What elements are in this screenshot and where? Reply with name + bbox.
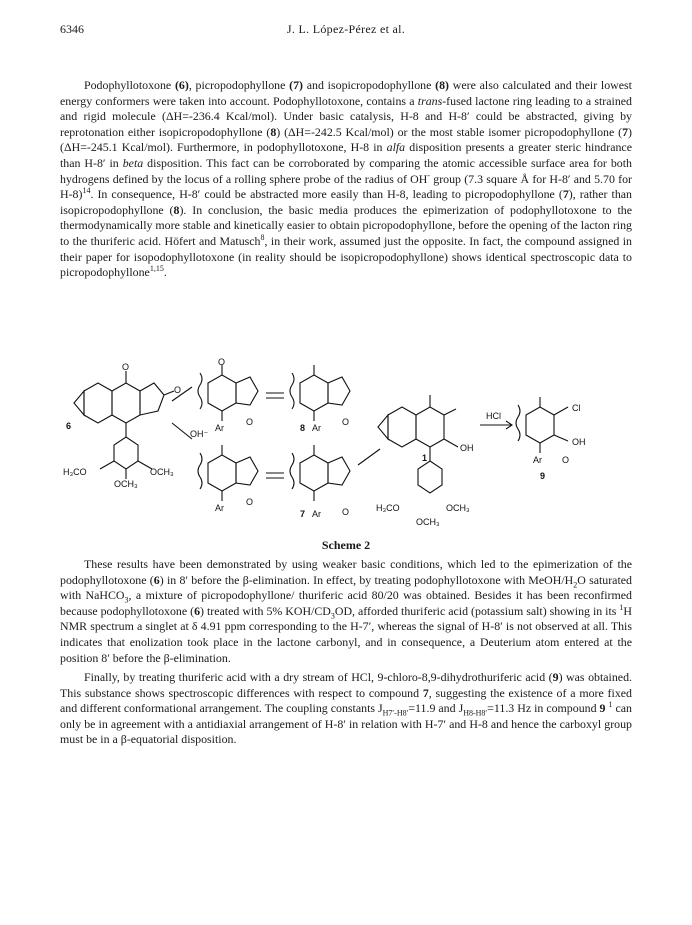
hcl-label: HCl: [486, 411, 501, 421]
enolate-bottom-structure: [198, 445, 258, 513]
text-segment: 7: [622, 124, 629, 139]
text-segment: H NMR spectrum a singlet at δ 4.91 ppm corresponding to the H-7′, whereas the signal of H-8′ is not observed at all. This indicates that enolization took place in the lactone carbonyl, and in consequence, a Deuterium atom entered at the position 8′ before the β-elimination.: [60, 603, 632, 665]
scheme-2-figure: [60, 357, 632, 535]
text-segment: ). In conclusion, the basic media produces the epimerization of podophyllotoxone to the thermodynamically more stable and kinetically easier to obtain picropodophyllone, before the opening of the lacton ring to the thuriferic acid. Höfert and Matusch: [60, 202, 632, 248]
text-segment: 8: [260, 232, 265, 242]
compound-6-structure: [63, 362, 181, 489]
text-segment: 1: [608, 700, 613, 710]
c9-o: O: [562, 455, 570, 465]
c6-ketone-o: O: [122, 362, 130, 372]
text-segment: ) in 8′ before the β-elimination. In effect, by treating podophyllotoxone with MeOH/H: [159, 572, 574, 587]
enolate-bottom-o: O: [246, 497, 254, 507]
text-segment: alfa: [386, 140, 406, 155]
running-head-authors: J. L. López-Pérez et al.: [286, 22, 406, 36]
c9-ar: Ar: [533, 455, 542, 465]
text-segment: H7′-H8′: [382, 708, 409, 718]
c6-och3-right: OCH₃: [150, 467, 174, 477]
paragraph-2: [60, 557, 632, 666]
text-segment: , picropodophyllone: [188, 78, 290, 92]
page-number: 6346: [60, 22, 84, 36]
compound-1-structure: [376, 395, 474, 527]
text-segment: beta: [122, 155, 144, 170]
text-segment: disposition. This fact can be corroborated by comparing the atomic accessible surface area for both hydrogens defined by the locus of a rolling sphere probe of the radius of OH: [60, 155, 632, 186]
text-segment: O saturated with NaHCO: [60, 572, 632, 603]
c7-ar: Ar: [312, 509, 321, 519]
text-segment: H8-H8′: [463, 708, 488, 718]
text-segment: Podophyllotoxone: [84, 78, 175, 92]
text-segment: 1: [619, 602, 624, 612]
text-segment: 7: [422, 685, 429, 700]
text-segment: 3: [330, 611, 335, 621]
c9-oh: OH: [572, 437, 586, 447]
compound-6-label: 6: [66, 421, 72, 431]
text-segment: 6: [194, 603, 201, 618]
text-segment: ), rather than isopicropodophyllone (: [60, 187, 632, 217]
c6-h3co: H₃CO: [63, 467, 87, 477]
c1-oh: OH: [460, 443, 474, 453]
text-segment: 14: [82, 186, 91, 196]
text-segment: =11.9 and J: [408, 701, 464, 716]
text-segment: 8: [173, 202, 180, 217]
c9-cl: Cl: [572, 403, 581, 413]
text-segment: ) (ΔH=-242.5 Kcal/mol) or the most stable isomer picropodophyllone (: [276, 124, 623, 139]
text-segment: 1,15: [149, 264, 164, 274]
text-segment: 8: [270, 124, 277, 139]
text-segment: .: [163, 265, 167, 280]
text-segment: (8): [435, 78, 450, 92]
arrow-6-to-enolate-bottom: [172, 423, 192, 439]
c1-och3-right: OCH₃: [446, 503, 470, 513]
text-segment: 6: [153, 572, 160, 587]
c6-och3-bottom: OCH₃: [114, 479, 138, 489]
enolate-bottom-ar: Ar: [215, 503, 224, 513]
c6-lactone-o: O: [174, 385, 182, 395]
compound-9-structure: [516, 397, 586, 481]
arrow-7-to-1: [358, 449, 380, 465]
c8-o: O: [342, 417, 350, 427]
text-segment: -fused lactone ring leading to a strained and rigid molecule (ΔH=-236.4 Kcal/mol). Under basic catalysis, H-8 and H-8′ could be abstracted, giving by reprotonation either isopicropodophyllone (: [60, 93, 632, 139]
reaction-scheme-svg: [60, 357, 632, 535]
text-segment: 7: [562, 187, 569, 202]
compound-7-structure: [290, 445, 350, 519]
enolate-top-structure: [198, 357, 258, 433]
text-segment: ) (ΔH=-245.1 Kcal/mol). Furthermore, in podophyllotoxone, H-8 in: [60, 124, 632, 155]
text-segment: These results have been demonstrated by using weaker basic conditions, which led to the epimerization of the podophyllotoxone (: [60, 557, 632, 587]
text-segment: 3: [124, 595, 129, 605]
text-segment: (7): [289, 78, 304, 92]
text-segment: (6): [174, 78, 189, 92]
compound-1-label: 1: [422, 453, 428, 463]
compound-7-label: 7: [300, 509, 306, 519]
compound-8-label: 8: [300, 423, 306, 433]
text-segment: group (7.3 square Å for H-8′ and 5.70 for H-8): [60, 171, 632, 202]
text-segment: 9: [552, 670, 559, 684]
text-segment: Finally, by treating thuriferic acid with a dry stream of HCl, 9-chloro-8,9-dihydrothuriferic acid (: [84, 670, 553, 684]
text-segment: , suggesting the existence of a more fixed and different conformational arrangement. The coupling constants J: [60, 685, 632, 716]
oh-minus-label: OH⁻: [190, 429, 209, 439]
text-segment: ) was obtained. This substance shows spectroscopic differences with respect to compound: [60, 670, 632, 700]
text-segment: can only be in agreement with a antidiaxial arrangement of H-8′ in relation with H-7′ and H-8 and hence the carboxyl group must be in a β-equatorial disposition.: [60, 701, 632, 747]
text-segment: and isopicropodophyllone: [303, 78, 436, 92]
c8-ar: Ar: [312, 423, 321, 433]
text-segment: ) treated with 5% KOH/CD: [200, 603, 331, 618]
c1-och3-bottom: OCH₃: [416, 517, 440, 527]
text-segment: OD, afforded thuriferic acid (potassium salt) showing in its: [334, 603, 620, 618]
text-segment: , a mixture of picropodophyllone/ thuriferic acid 80/20 was obtained. Besides it has been reconfirmed because podophyllotoxone (: [60, 588, 632, 618]
text-segment: trans: [417, 93, 443, 108]
text-segment: 9: [599, 701, 606, 716]
c7-o: O: [342, 507, 350, 517]
text-segment: 2: [573, 579, 578, 589]
text-segment: . In consequence, H-8′ could be abstracted more easily than H-8, leading to picropodophyllone (: [90, 187, 563, 202]
text-segment: -: [427, 170, 431, 180]
c1-h3co: H₃CO: [376, 503, 400, 513]
page-header: [60, 22, 632, 38]
paragraph-3: [60, 670, 632, 748]
enolate-top-ar: Ar: [215, 423, 224, 433]
scheme-caption: Scheme 2: [321, 538, 371, 552]
compound-9-label: 9: [540, 471, 546, 481]
text-segment: disposition presents a greater steric hindrance than H-8′ in: [60, 140, 632, 170]
text-segment: , in their work, assumed just the opposite. In fact, the compound assigned in their paper for isopodophyllotoxone (in reality should be isopicropodophyllone) shows identical spectroscopic data to picropodophyllone: [60, 233, 632, 280]
text-segment: =11.3 Hz in compound: [487, 701, 600, 716]
paragraph-1: [60, 78, 632, 281]
compound-8-structure: [290, 365, 350, 433]
text-segment: were also calculated and their lowest energy conformers were taken into account. Podophyllotoxone, contains a: [60, 78, 632, 108]
enolate-top-o: O: [218, 357, 226, 367]
enolate-top-o2: O: [246, 417, 254, 427]
